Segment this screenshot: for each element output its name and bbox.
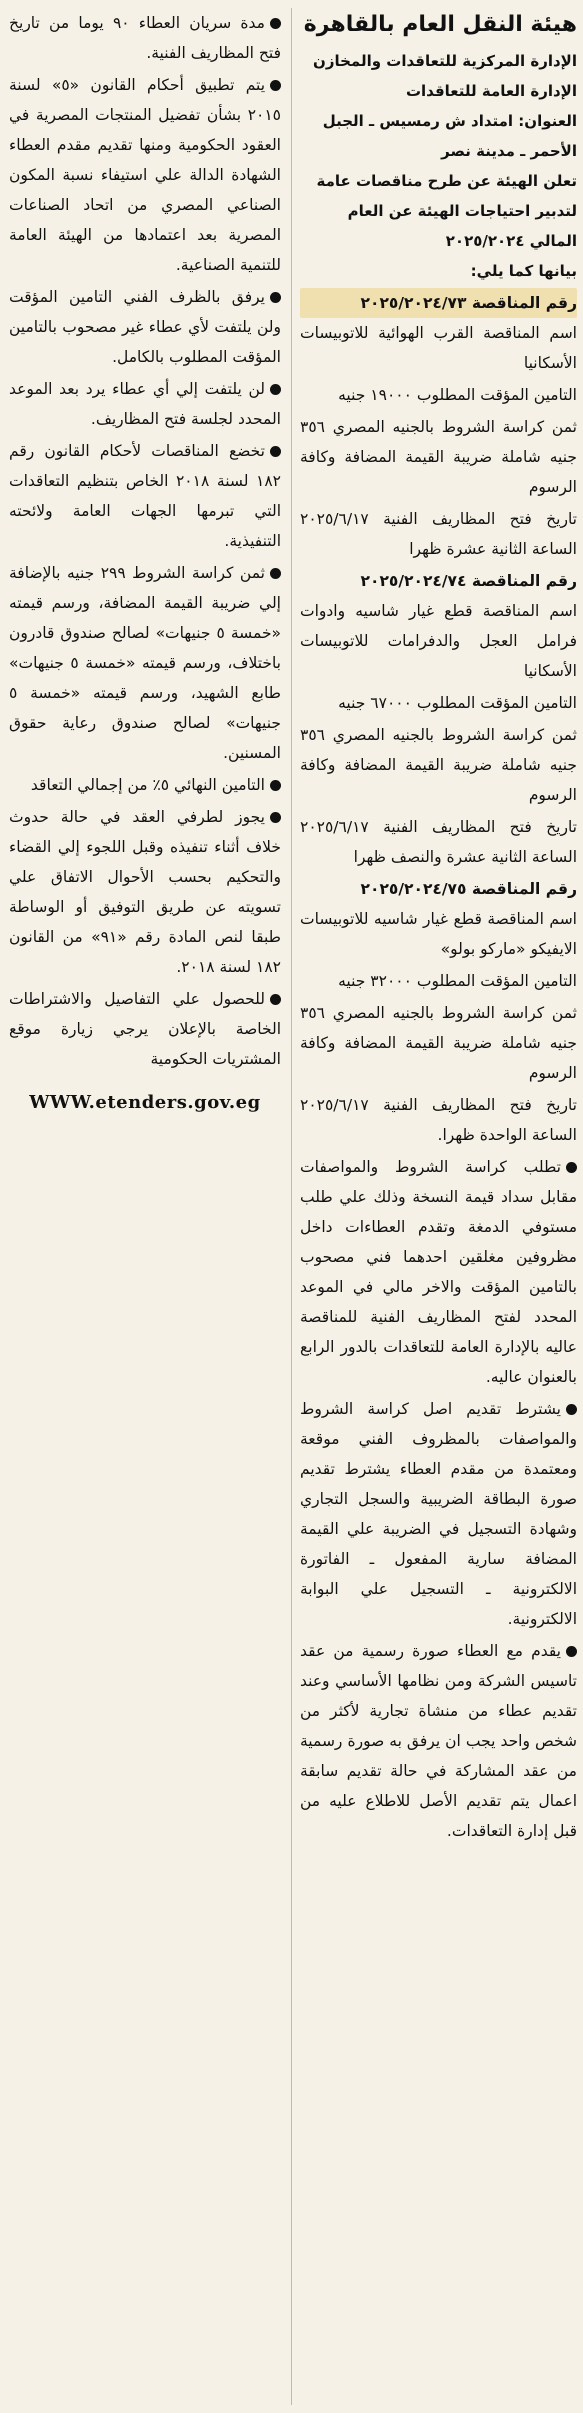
bullet-icon	[566, 1404, 577, 1415]
bullet-icon	[270, 80, 281, 91]
tender-opening-date: تاريخ فتح المظاريف الفنية ٢٠٢٥/٦/١٧ الساعة الثانية عشرة والنصف ظهرا	[300, 818, 577, 866]
department-line-1: الإدارة المركزية للتعاقدات والمخازن	[313, 52, 577, 70]
tender-booklet-price: ثمن كراسة الشروط بالجنيه المصري ٣٥٦ جنيه شاملة ضريبة القيمة المضافة وكافة الرسوم	[300, 418, 577, 496]
tender-insurance: التامين المؤقت المطلوب ١٩٠٠٠ جنيه	[338, 386, 577, 404]
bullet-icon	[270, 994, 281, 1005]
address: العنوان: امتداد ش رمسيس ـ الجبل الأحمر ـ مدينة نصر	[322, 112, 577, 160]
bullet-icon	[270, 812, 281, 823]
announcement-intro: تعلن الهيئة عن طرح مناقصات عامة لتدبير احتياجات الهيئة عن العام المالي ٢٠٢٥/٢٠٢٤	[316, 172, 577, 250]
bullet-icon	[270, 780, 281, 791]
bullet-paragraph	[300, 1636, 577, 1846]
website-link[interactable]: WWW.etenders.gov.eg	[29, 1092, 261, 1113]
two-column-layout	[6, 8, 577, 2405]
bullet-icon	[270, 292, 281, 303]
bullet-text: يشترط تقديم اصل كراسة الشروط والمواصفات بالمظروف الفني موقعة ومعتمدة من مقدم العطاء يشترط تقديم صورة البطاقة الضريبية والسجل التجاري وشهادة التسجيل في الضريبة علي القيمة المضافة سارية المفعول ـ الفاتورة الالكترونية ـ التسجيل علي البوابة الالكترونية.	[300, 1400, 577, 1628]
bullet-text: تخضع المناقصات لأحكام القانون رقم ١٨٢ لسنة ٢٠١٨ الخاص بتنظيم التعاقدات التي تبرمها الجهات العامة ولائحته التنفيذية.	[9, 442, 281, 550]
bullet-icon	[270, 384, 281, 395]
tender-name: اسم المناقصة قطع غيار شاسيه للاتوبيسات الايفيكو «ماركو بولو»	[300, 910, 577, 958]
bullet-paragraph	[9, 436, 281, 556]
bullet-paragraph	[9, 558, 281, 768]
tender-block	[300, 874, 577, 1150]
bullet-text: لن يلتفت إلي أي عطاء يرد بعد الموعد المحدد لجلسة فتح المظاريف.	[9, 380, 281, 428]
authority-title: هيئة النقل العام بالقاهرة	[303, 12, 577, 37]
bullet-paragraph	[9, 70, 281, 280]
tender-block	[300, 566, 577, 872]
bullet-paragraph	[9, 802, 281, 982]
tender-block	[300, 288, 577, 564]
tender-opening-date: تاريخ فتح المظاريف الفنية ٢٠٢٥/٦/١٧ الساعة الواحدة ظهرا.	[300, 1096, 577, 1144]
bullet-paragraph	[300, 1152, 577, 1392]
tender-number: رقم المناقصة ٢٠٢٥/٢٠٢٤/٧٣	[300, 288, 577, 318]
bullet-paragraph	[9, 282, 281, 372]
bullet-text: يرفق بالظرف الفني التامين المؤقت ولن يلتفت لأي عطاء غير مصحوب بالتامين المؤقت المطلوب بالكامل.	[9, 288, 281, 366]
tender-number: رقم المناقصة ٢٠٢٥/٢٠٢٤/٧٤	[360, 572, 577, 590]
tender-name: اسم المناقصة القرب الهوائية للاتوبيسات الأسكانيا	[300, 324, 577, 372]
announcement-intro-2: بيانها كما يلي:	[470, 262, 577, 280]
bullet-paragraph	[9, 374, 281, 434]
bullet-icon	[270, 446, 281, 457]
bullet-text: يقدم مع العطاء صورة رسمية من عقد تاسيس الشركة ومن نظامها الأساسي وعند تقديم عطاء من منشاة تجارية لأكثر من شخص واحد يجب ان يرفق به صورة رسمية من عقد المشاركة في حالة تقديم سابقة اعمال يتم تقديم الأصل للاطلاع عليه من قبل إدارة التعاقدات.	[300, 1642, 577, 1840]
tender-booklet-price: ثمن كراسة الشروط بالجنيه المصري ٣٥٦ جنيه شاملة ضريبة القيمة المضافة وكافة الرسوم	[300, 1004, 577, 1082]
bullet-icon	[566, 1646, 577, 1657]
bullet-paragraph	[9, 8, 281, 68]
bullet-text: للحصول علي التفاصيل والاشتراطات الخاصة بالإعلان يرجي زيارة موقع المشتريات الحكومية	[9, 990, 281, 1068]
bullet-text: تطلب كراسة الشروط والمواصفات مقابل سداد قيمة النسخة وذلك علي طلب مستوفي الدمغة وتقدم العطاءات داخل مظروفين مغلقين احدهما فني مصحوب بالتامين المؤقت والاخر مالي في الموعد المحدد لفتح المظاريف الفنية للمناقصة عاليه بالإدارة العامة للتعاقدات بالدور الرابع بالعنوان عاليه.	[300, 1158, 577, 1386]
left-column	[9, 8, 281, 2405]
bullet-paragraph	[9, 984, 281, 1074]
tender-opening-date: تاريخ فتح المظاريف الفنية ٢٠٢٥/٦/١٧ الساعة الثانية عشرة ظهرا	[300, 510, 577, 558]
bullet-text: ثمن كراسة الشروط ٢٩٩ جنيه بالإضافة إلي ضريبة القيمة المضافة، ورسم قيمته «خمسة ٥ جنيهات» لصالح صندوق قادرون باختلاف، ورسم قيمته «خمسة ٥ جنيهات» طابع الشهيد، ورسم قيمته «خمسة ٥ جنيهات» لصالح صندوق رعاية حقوق المسنين.	[9, 564, 282, 762]
bullet-text: التامين النهائي ٥٪ من إجمالي التعاقد	[30, 776, 265, 794]
bullet-paragraph	[9, 770, 281, 800]
right-column	[291, 8, 577, 2405]
bullet-icon	[270, 18, 281, 29]
bullet-icon	[566, 1162, 577, 1173]
bullet-text: يجوز لطرفي العقد في حالة حدوث خلاف أثناء تنفيذه وقبل اللجوء إلي القضاء والتحكيم بحسب الأحوال الاتفاق علي تسويته عن طريق التوفيق أو الوساطة طبقا لنص المادة رقم «٩١» من القانون ١٨٢ لسنة ٢٠١٨.	[9, 808, 281, 976]
bullet-icon	[270, 568, 281, 579]
tender-name: اسم المناقصة قطع غيار شاسيه وادوات فرامل العجل والدفرامات للاتوبيسات الأسكانيا	[300, 602, 577, 680]
tender-booklet-price: ثمن كراسة الشروط بالجنيه المصري ٣٥٦ جنيه شاملة ضريبة القيمة المضافة وكافة الرسوم	[300, 726, 577, 804]
bullet-paragraph	[300, 1394, 577, 1634]
tender-number: رقم المناقصة ٢٠٢٥/٢٠٢٤/٧٥	[360, 880, 577, 898]
department-line-2: الإدارة العامة للتعاقدات	[405, 82, 577, 100]
bullet-text: مدة سريان العطاء ٩٠ يوما من تاريخ فتح المظاريف الفنية.	[9, 14, 281, 62]
tender-insurance: التامين المؤقت المطلوب ٣٢٠٠٠ جنيه	[338, 972, 577, 990]
tender-insurance: التامين المؤقت المطلوب ٦٧٠٠٠ جنيه	[338, 694, 577, 712]
bullet-text: يتم تطبيق أحكام القانون «٥» لسنة ٢٠١٥ بشأن تفضيل المنتجات المصرية في العقود الحكومية ومنها تقديم مقدم العطاء الشهادة الدالة علي استيفاء نسبة المكون الصناعي المصري من اتحاد الصناعات المصرية بعد اعتمادها من الهيئة العامة للتنمية الصناعية.	[9, 76, 281, 274]
